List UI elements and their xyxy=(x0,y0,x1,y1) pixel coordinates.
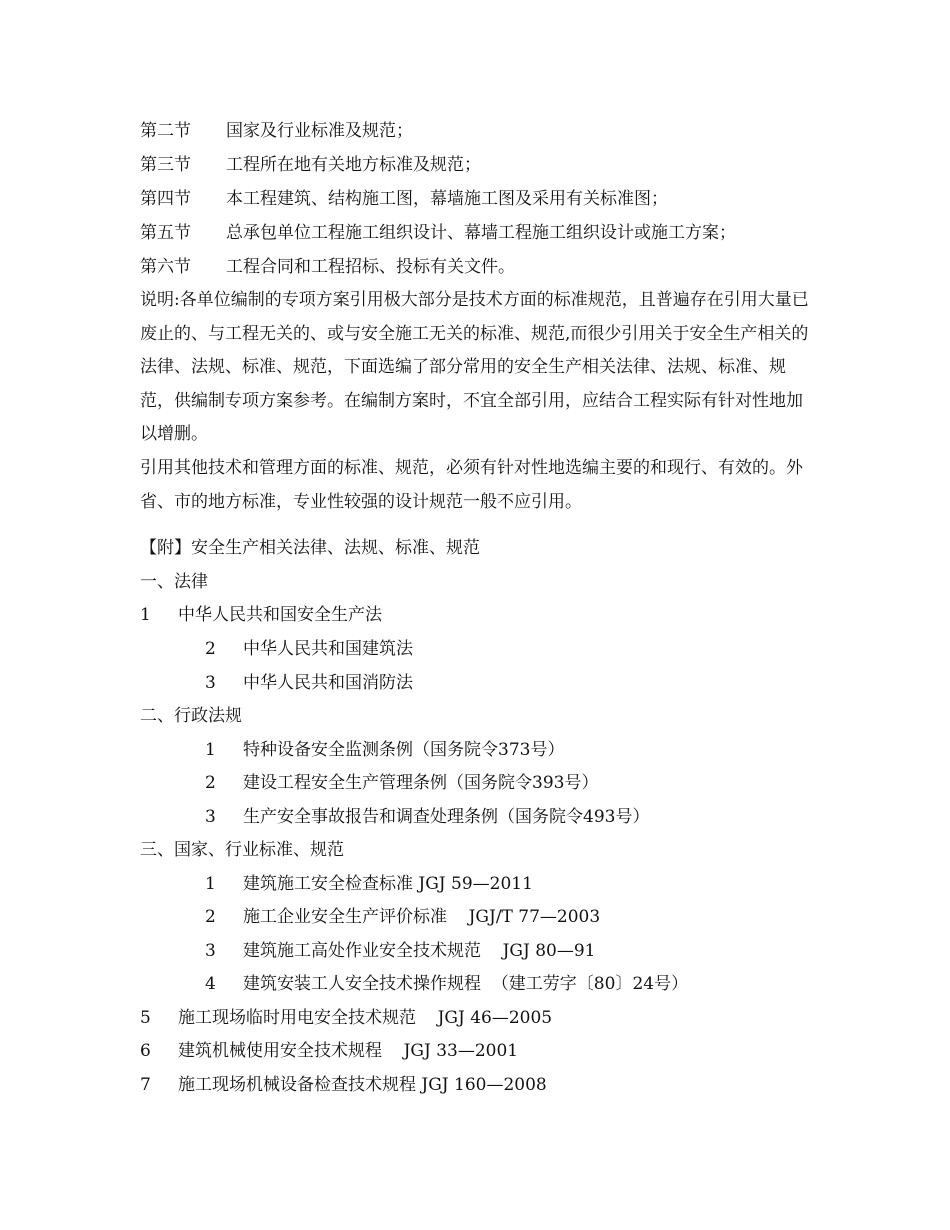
item-number: 2 xyxy=(205,907,216,927)
item-number: 1 xyxy=(140,605,151,625)
item-text: 特种设备安全监测条例（国务院令373号） xyxy=(243,740,565,760)
item-text: 施工企业安全生产评价标准 JGJ/T 77—2003 xyxy=(243,907,601,927)
section-text: 总承包单位工程施工组织设计、幕墙工程施工组织设计或施工方案； xyxy=(226,223,736,243)
item-number: 7 xyxy=(140,1075,151,1095)
item-number: 1 xyxy=(205,740,216,760)
section-line xyxy=(140,257,515,279)
section-label: 第五节 xyxy=(140,223,191,243)
item-text: 建筑安装工人安全技术操作规程 （建工劳字〔80〕24号） xyxy=(243,974,689,994)
standards-heading: 三、国家、行业标准、规范 xyxy=(140,840,344,860)
section-text: 工程所在地有关地方标准及规范； xyxy=(226,155,481,175)
section-label: 第二节 xyxy=(140,121,191,141)
item-number: 1 xyxy=(205,874,216,894)
item-text: 施工现场临时用电安全技术规范 JGJ 46—2005 xyxy=(178,1008,553,1028)
item-text: 中华人民共和国消防法 xyxy=(243,673,413,693)
note-paragraph: 引用其他技术和管理方面的标准、规范，必须有针对性地选编主要的和现行、有效的。外省、市的地方标准，专业性较强的设计规范一般不应引用。 xyxy=(140,458,803,512)
list-item xyxy=(205,639,413,661)
item-text: 建筑施工安全检查标准 JGJ 59—2011 xyxy=(243,874,533,894)
list-item xyxy=(140,1075,547,1097)
regulations-heading: 二、行政法规 xyxy=(140,706,242,726)
list-item xyxy=(205,773,598,795)
item-number: 5 xyxy=(140,1008,151,1028)
list-item xyxy=(205,941,596,963)
item-text: 中华人民共和国建筑法 xyxy=(243,639,413,659)
section-line xyxy=(140,121,413,143)
section-label: 第四节 xyxy=(140,189,191,209)
item-number: 6 xyxy=(140,1041,151,1061)
item-number: 3 xyxy=(205,941,216,961)
note-paragraph: 说明:各单位编制的专项方案引用极大部分是技术方面的标准规范，且普遍存在引用大量已废止的、与工程无关的、或与安全施工无关的标准、规范,而很少引用关于安全生产相关的法律、法规、标准、规范，下面选编了部分常用的安全生产相关法律、法规、标准、规范，供编制专项方案参考。在编制方案时，不宜全部引用，应结合工程实际有针对性地加以增删。 xyxy=(140,290,809,445)
item-text: 建筑施工高处作业安全技术规范 JGJ 80—91 xyxy=(243,941,596,961)
item-text: 施工现场机械设备检查技术规程 JGJ 160—2008 xyxy=(178,1075,547,1095)
list-item xyxy=(140,605,382,627)
list-item xyxy=(205,807,649,829)
list-item xyxy=(140,1041,518,1063)
section-line xyxy=(140,189,668,211)
list-item xyxy=(205,907,600,929)
item-number: 2 xyxy=(205,773,216,793)
list-item xyxy=(205,673,413,695)
item-text: 建筑机械使用安全技术规程 JGJ 33—2001 xyxy=(178,1041,519,1061)
section-label: 第六节 xyxy=(140,257,191,277)
item-number: 4 xyxy=(205,974,216,994)
section-text: 国家及行业标准及规范； xyxy=(226,121,413,141)
item-number: 2 xyxy=(205,639,216,659)
list-item xyxy=(140,1008,552,1030)
laws-heading: 一、法律 xyxy=(140,572,208,592)
item-number: 3 xyxy=(205,807,216,827)
appendix-title: 【附】安全生产相关法律、法规、标准、规范 xyxy=(140,538,480,558)
list-item xyxy=(205,874,533,896)
list-item xyxy=(205,974,688,996)
section-label: 第三节 xyxy=(140,155,191,175)
section-line xyxy=(140,223,736,245)
list-item xyxy=(205,740,564,762)
item-number: 3 xyxy=(205,673,216,693)
item-text: 生产安全事故报告和调查处理条例（国务院令493号） xyxy=(243,807,650,827)
section-text: 工程合同和工程招标、投标有关文件。 xyxy=(226,257,515,277)
section-text: 本工程建筑、结构施工图，幕墙施工图及采用有关标准图； xyxy=(226,189,668,209)
section-line xyxy=(140,155,481,177)
item-text: 中华人民共和国安全生产法 xyxy=(178,605,382,625)
item-text: 建设工程安全生产管理条例（国务院令393号） xyxy=(243,773,599,793)
